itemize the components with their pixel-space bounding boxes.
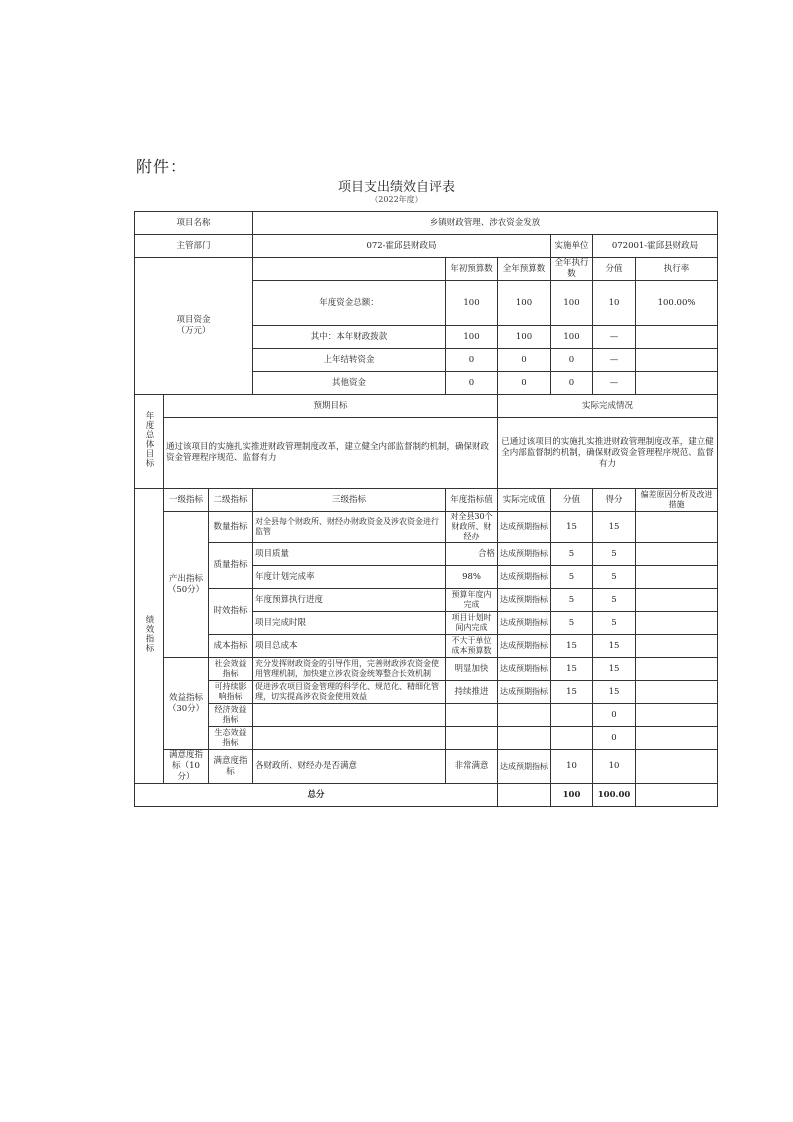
level1-satisfaction: 满意度指标（10分） bbox=[164, 750, 209, 784]
target-cell: 不大于单位成本预算数 bbox=[446, 635, 498, 658]
actual-cell: 达成预期指标 bbox=[498, 589, 551, 612]
level2-time: 时效指标 bbox=[209, 589, 253, 635]
funds-cell: 10 bbox=[593, 281, 636, 326]
funds-label bbox=[135, 258, 253, 395]
score-cell: 15 bbox=[551, 658, 593, 681]
target-cell: 预算年度内完成 bbox=[446, 589, 498, 612]
funds-cell: 100.00% bbox=[636, 281, 718, 326]
deviation-cell bbox=[636, 589, 718, 612]
level2-quantity: 数量指标 bbox=[209, 512, 253, 543]
actual-cell: 达成预期指标 bbox=[498, 612, 551, 635]
target-cell: 对全县30个财政所、财经办 bbox=[446, 512, 498, 543]
funds-row-label: 其他资金 bbox=[253, 372, 446, 395]
deviation-cell bbox=[636, 543, 718, 566]
indicators-label bbox=[135, 489, 164, 784]
year-label: （2022年度） bbox=[370, 195, 423, 204]
got-cell: 0 bbox=[593, 704, 636, 727]
funds-cell: — bbox=[593, 326, 636, 349]
level1-benefit: 效益指标（30分） bbox=[164, 658, 209, 750]
goals-expected-header: 预期目标 bbox=[164, 395, 498, 418]
target-cell: 明显加快 bbox=[446, 658, 498, 681]
funds-header: 全年预算数 bbox=[498, 258, 551, 281]
impl-value: 072001-霍邱县财政局 bbox=[593, 235, 718, 258]
deviation-cell bbox=[636, 658, 718, 681]
level3-cell: 对全县每个财政所、财经办财政资金及涉农资金进行监管 bbox=[253, 512, 446, 543]
indicators-header: 三级指标 bbox=[253, 489, 446, 512]
goals-label bbox=[135, 395, 164, 489]
level2-eco: 生态效益指标 bbox=[209, 727, 253, 750]
score-cell: 10 bbox=[551, 750, 593, 784]
level3-cell: 充分发挥财政资金的引导作用，完善财政涉农资金使用管理机制，加快建立涉农资金统筹整合长效机制 bbox=[253, 658, 446, 681]
deviation-cell bbox=[636, 681, 718, 704]
total-got: 100.00 bbox=[593, 784, 636, 807]
funds-cell: 0 bbox=[551, 372, 593, 395]
level2-quality: 质量指标 bbox=[209, 543, 253, 589]
impl-label: 实施单位 bbox=[551, 235, 593, 258]
got-cell: 0 bbox=[593, 727, 636, 750]
target-cell bbox=[446, 727, 498, 750]
target-cell: 98% bbox=[446, 566, 498, 589]
score-cell bbox=[551, 704, 593, 727]
indicators-header: 年度指标值 bbox=[446, 489, 498, 512]
got-cell: 5 bbox=[593, 589, 636, 612]
target-cell: 项目计划时间内完成 bbox=[446, 612, 498, 635]
score-cell: 15 bbox=[551, 512, 593, 543]
funds-cell: 0 bbox=[498, 349, 551, 372]
dept-label: 主管部门 bbox=[135, 235, 253, 258]
funds-cell: 100 bbox=[498, 281, 551, 326]
funds-label-line1: 项目资金 bbox=[176, 315, 211, 325]
got-cell: 5 bbox=[593, 543, 636, 566]
target-cell: 持续推进 bbox=[446, 681, 498, 704]
target-cell: 合格 bbox=[446, 543, 498, 566]
deviation-cell bbox=[636, 512, 718, 543]
indicator-row bbox=[135, 727, 718, 750]
total-blank bbox=[498, 784, 551, 807]
level3-cell: 项目总成本 bbox=[253, 635, 446, 658]
funds-cell: 100 bbox=[551, 326, 593, 349]
actual-cell: 达成预期指标 bbox=[498, 543, 551, 566]
level3-cell: 促进涉农项目资金管理的科学化、规范化、精细化管理，切实提高涉农资金使用效益 bbox=[253, 681, 446, 704]
level2-economic: 经济效益指标 bbox=[209, 704, 253, 727]
goals-content-row bbox=[135, 418, 718, 489]
indicator-row bbox=[135, 750, 718, 784]
funds-cell: 100 bbox=[551, 281, 593, 326]
funds-header-row bbox=[135, 258, 718, 281]
page-title: 项目支出绩效自评表 bbox=[337, 180, 455, 195]
funds-header-blank bbox=[253, 258, 446, 281]
actual-cell: 达成预期指标 bbox=[498, 512, 551, 543]
total-score: 100 bbox=[551, 784, 593, 807]
department-row bbox=[135, 235, 718, 258]
deviation-cell bbox=[636, 750, 718, 784]
funds-header: 执行率 bbox=[636, 258, 718, 281]
indicators-header-row bbox=[135, 489, 718, 512]
indicator-row bbox=[135, 512, 718, 543]
level1-output: 产出指标（50分） bbox=[164, 512, 209, 658]
indicator-row bbox=[135, 704, 718, 727]
got-cell: 15 bbox=[593, 658, 636, 681]
goals-expected-text: 通过该项目的实施扎实推进财政管理制度改革，建立健全内部监督制约机制，确保财政资金管理程序规范、监督有力 bbox=[164, 418, 498, 489]
funds-cell: — bbox=[593, 349, 636, 372]
indicators-label-text: 绩效指标 bbox=[144, 615, 154, 653]
actual-cell bbox=[498, 704, 551, 727]
target-cell bbox=[446, 704, 498, 727]
funds-row-label: 上年结转资金 bbox=[253, 349, 446, 372]
level3-cell bbox=[253, 727, 446, 750]
funds-header: 年初预算数 bbox=[446, 258, 498, 281]
funds-cell: 0 bbox=[498, 372, 551, 395]
total-label: 总分 bbox=[135, 784, 498, 807]
score-cell bbox=[551, 727, 593, 750]
got-cell: 5 bbox=[593, 566, 636, 589]
funds-row-label: 年度资金总额： bbox=[253, 281, 446, 326]
actual-cell: 达成预期指标 bbox=[498, 750, 551, 784]
deviation-cell bbox=[636, 635, 718, 658]
deviation-cell bbox=[636, 727, 718, 750]
funds-cell bbox=[636, 372, 718, 395]
actual-cell: 达成预期指标 bbox=[498, 658, 551, 681]
level3-cell: 各财政所、财经办是否满意 bbox=[253, 750, 446, 784]
funds-cell: — bbox=[593, 372, 636, 395]
got-cell: 5 bbox=[593, 612, 636, 635]
funds-label-line2: （万元） bbox=[176, 326, 211, 336]
project-name-row bbox=[135, 212, 718, 235]
level3-cell: 项目质量 bbox=[253, 543, 446, 566]
actual-cell: 达成预期指标 bbox=[498, 635, 551, 658]
dept-value: 072-霍邱县财政局 bbox=[253, 235, 551, 258]
got-cell: 15 bbox=[593, 635, 636, 658]
project-name-label: 项目名称 bbox=[135, 212, 253, 235]
score-cell: 15 bbox=[551, 635, 593, 658]
funds-header: 分值 bbox=[593, 258, 636, 281]
actual-cell bbox=[498, 727, 551, 750]
funds-cell: 100 bbox=[446, 326, 498, 349]
total-deviation bbox=[636, 784, 718, 807]
goals-actual-header: 实际完成情况 bbox=[498, 395, 718, 418]
funds-cell: 0 bbox=[446, 349, 498, 372]
funds-cell: 0 bbox=[446, 372, 498, 395]
project-name-value: 乡镇财政管理、涉农资金发放 bbox=[253, 212, 718, 235]
funds-cell bbox=[636, 326, 718, 349]
indicators-header: 二级指标 bbox=[209, 489, 253, 512]
indicator-row bbox=[135, 635, 718, 658]
evaluation-table bbox=[134, 211, 718, 807]
funds-cell bbox=[636, 349, 718, 372]
deviation-cell bbox=[636, 704, 718, 727]
attachment-label: 附件： bbox=[136, 157, 188, 176]
level3-cell: 项目完成时限 bbox=[253, 612, 446, 635]
score-cell: 15 bbox=[551, 681, 593, 704]
level2-sustain: 可持续影响指标 bbox=[209, 681, 253, 704]
score-cell: 5 bbox=[551, 566, 593, 589]
funds-cell: 100 bbox=[498, 326, 551, 349]
goals-actual-text: 已通过该项目的实施扎实推进财政管理制度改革，建立健全内部监督制约机制，确保财政资金管理程序规范、监督有力 bbox=[498, 418, 718, 489]
actual-cell: 达成预期指标 bbox=[498, 566, 551, 589]
level2-cost: 成本指标 bbox=[209, 635, 253, 658]
got-cell: 10 bbox=[593, 750, 636, 784]
funds-cell: 100 bbox=[446, 281, 498, 326]
got-cell: 15 bbox=[593, 681, 636, 704]
target-cell: 非常满意 bbox=[446, 750, 498, 784]
indicator-row bbox=[135, 681, 718, 704]
funds-header: 全年执行数 bbox=[551, 258, 593, 281]
total-row bbox=[135, 784, 718, 807]
indicators-header: 得分 bbox=[593, 489, 636, 512]
indicators-header: 实际完成值 bbox=[498, 489, 551, 512]
indicator-row bbox=[135, 543, 718, 566]
funds-row-label: 其中：本年财政拨款 bbox=[253, 326, 446, 349]
level3-cell: 年度计划完成率 bbox=[253, 566, 446, 589]
score-cell: 5 bbox=[551, 612, 593, 635]
goals-label-text: 年度总体目标 bbox=[144, 411, 154, 468]
score-cell: 5 bbox=[551, 543, 593, 566]
indicator-row bbox=[135, 658, 718, 681]
evaluation-table-wrapper bbox=[134, 211, 717, 807]
indicators-header: 偏差原因分析及改进措施 bbox=[636, 489, 718, 512]
score-cell: 5 bbox=[551, 589, 593, 612]
indicator-row bbox=[135, 589, 718, 612]
actual-cell: 达成预期指标 bbox=[498, 681, 551, 704]
goals-header-row bbox=[135, 395, 718, 418]
level2-social: 社会效益指标 bbox=[209, 658, 253, 681]
indicators-header: 分值 bbox=[551, 489, 593, 512]
deviation-cell bbox=[636, 566, 718, 589]
level3-cell: 年度预算执行进度 bbox=[253, 589, 446, 612]
deviation-cell bbox=[636, 612, 718, 635]
indicators-header: 一级指标 bbox=[164, 489, 209, 512]
level3-cell bbox=[253, 704, 446, 727]
funds-cell: 0 bbox=[551, 349, 593, 372]
level2-satisfaction: 满意度指标 bbox=[209, 750, 253, 784]
got-cell: 15 bbox=[593, 512, 636, 543]
